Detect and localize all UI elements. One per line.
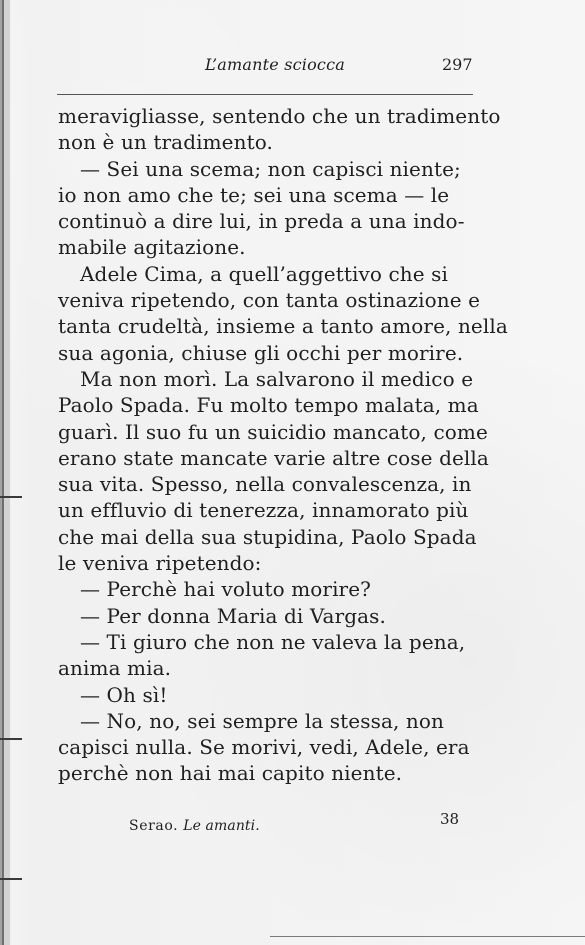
text-line: un effluvio di tenerezza, innamorato più: [58, 498, 469, 523]
text-line: perchè non hai mai capito niente.: [58, 761, 403, 786]
text-line: anima mia.: [58, 656, 172, 681]
text-line: — Perchè hai voluto morire?: [80, 577, 371, 602]
text-line: erano state mancate varie altre cose della: [58, 445, 489, 470]
running-head: L’amante sciocca: [205, 55, 345, 74]
text-line: le veniva ripetendo:: [58, 551, 262, 576]
text-line: tanta crudeltà, insieme a tanto amore, nella: [58, 314, 508, 339]
footer-title: Le amanti.: [183, 818, 260, 834]
body-text: [58, 103, 508, 787]
footer-author: Serao.: [129, 818, 179, 834]
text-line: veniva ripetendo, con tanta ostinazione e: [58, 288, 481, 313]
text-line: Paolo Spada. Fu molto tempo malata, ma: [58, 393, 479, 418]
text-line: che mai della sua stupidina, Paolo Spada: [58, 524, 477, 549]
text-line: Ma non morì. La salvarono il medico e: [80, 366, 474, 391]
signature-mark: 38: [440, 810, 460, 828]
text-line: — Per donna Maria di Vargas.: [80, 603, 386, 628]
binding-mark: [0, 738, 22, 740]
text-line: Adele Cima, a quell’aggettivo che si: [80, 261, 448, 286]
page-binding-edge: [0, 0, 10, 945]
binding-mark: [0, 496, 22, 498]
page-number: 297: [442, 55, 473, 74]
text-line: capisci nulla. Se morivi, vedi, Adele, era: [58, 735, 470, 760]
bottom-edge-line: [270, 936, 585, 937]
text-line: — Oh sì!: [80, 682, 168, 707]
binding-mark: [0, 878, 22, 880]
text-line: non è un tradimento.: [58, 130, 273, 155]
text-line: — Ti giuro che non ne valeva la pena,: [80, 629, 466, 654]
text-line: meravigliasse, sentendo che un tradimento: [58, 104, 501, 128]
text-line: — No, no, sei sempre la stessa, non: [80, 708, 445, 733]
text-line: guarì. Il suo fu un suicidio mancato, come: [58, 419, 488, 444]
text-line: — Sei una scema; non capisci niente;: [80, 156, 461, 181]
page-header: [0, 55, 585, 79]
text-line: sua agonia, chiuse gli occhi per morire.: [58, 340, 464, 365]
header-rule: [57, 94, 473, 95]
text-line: continuò a dire lui, in preda a una indo-: [58, 209, 465, 234]
text-line: mabile agitazione.: [58, 235, 246, 260]
page-footer: [129, 818, 260, 834]
text-line: sua vita. Spesso, nella convalescenza, in: [58, 472, 472, 497]
text-line: io non amo che te; sei una scema — le: [58, 182, 450, 207]
